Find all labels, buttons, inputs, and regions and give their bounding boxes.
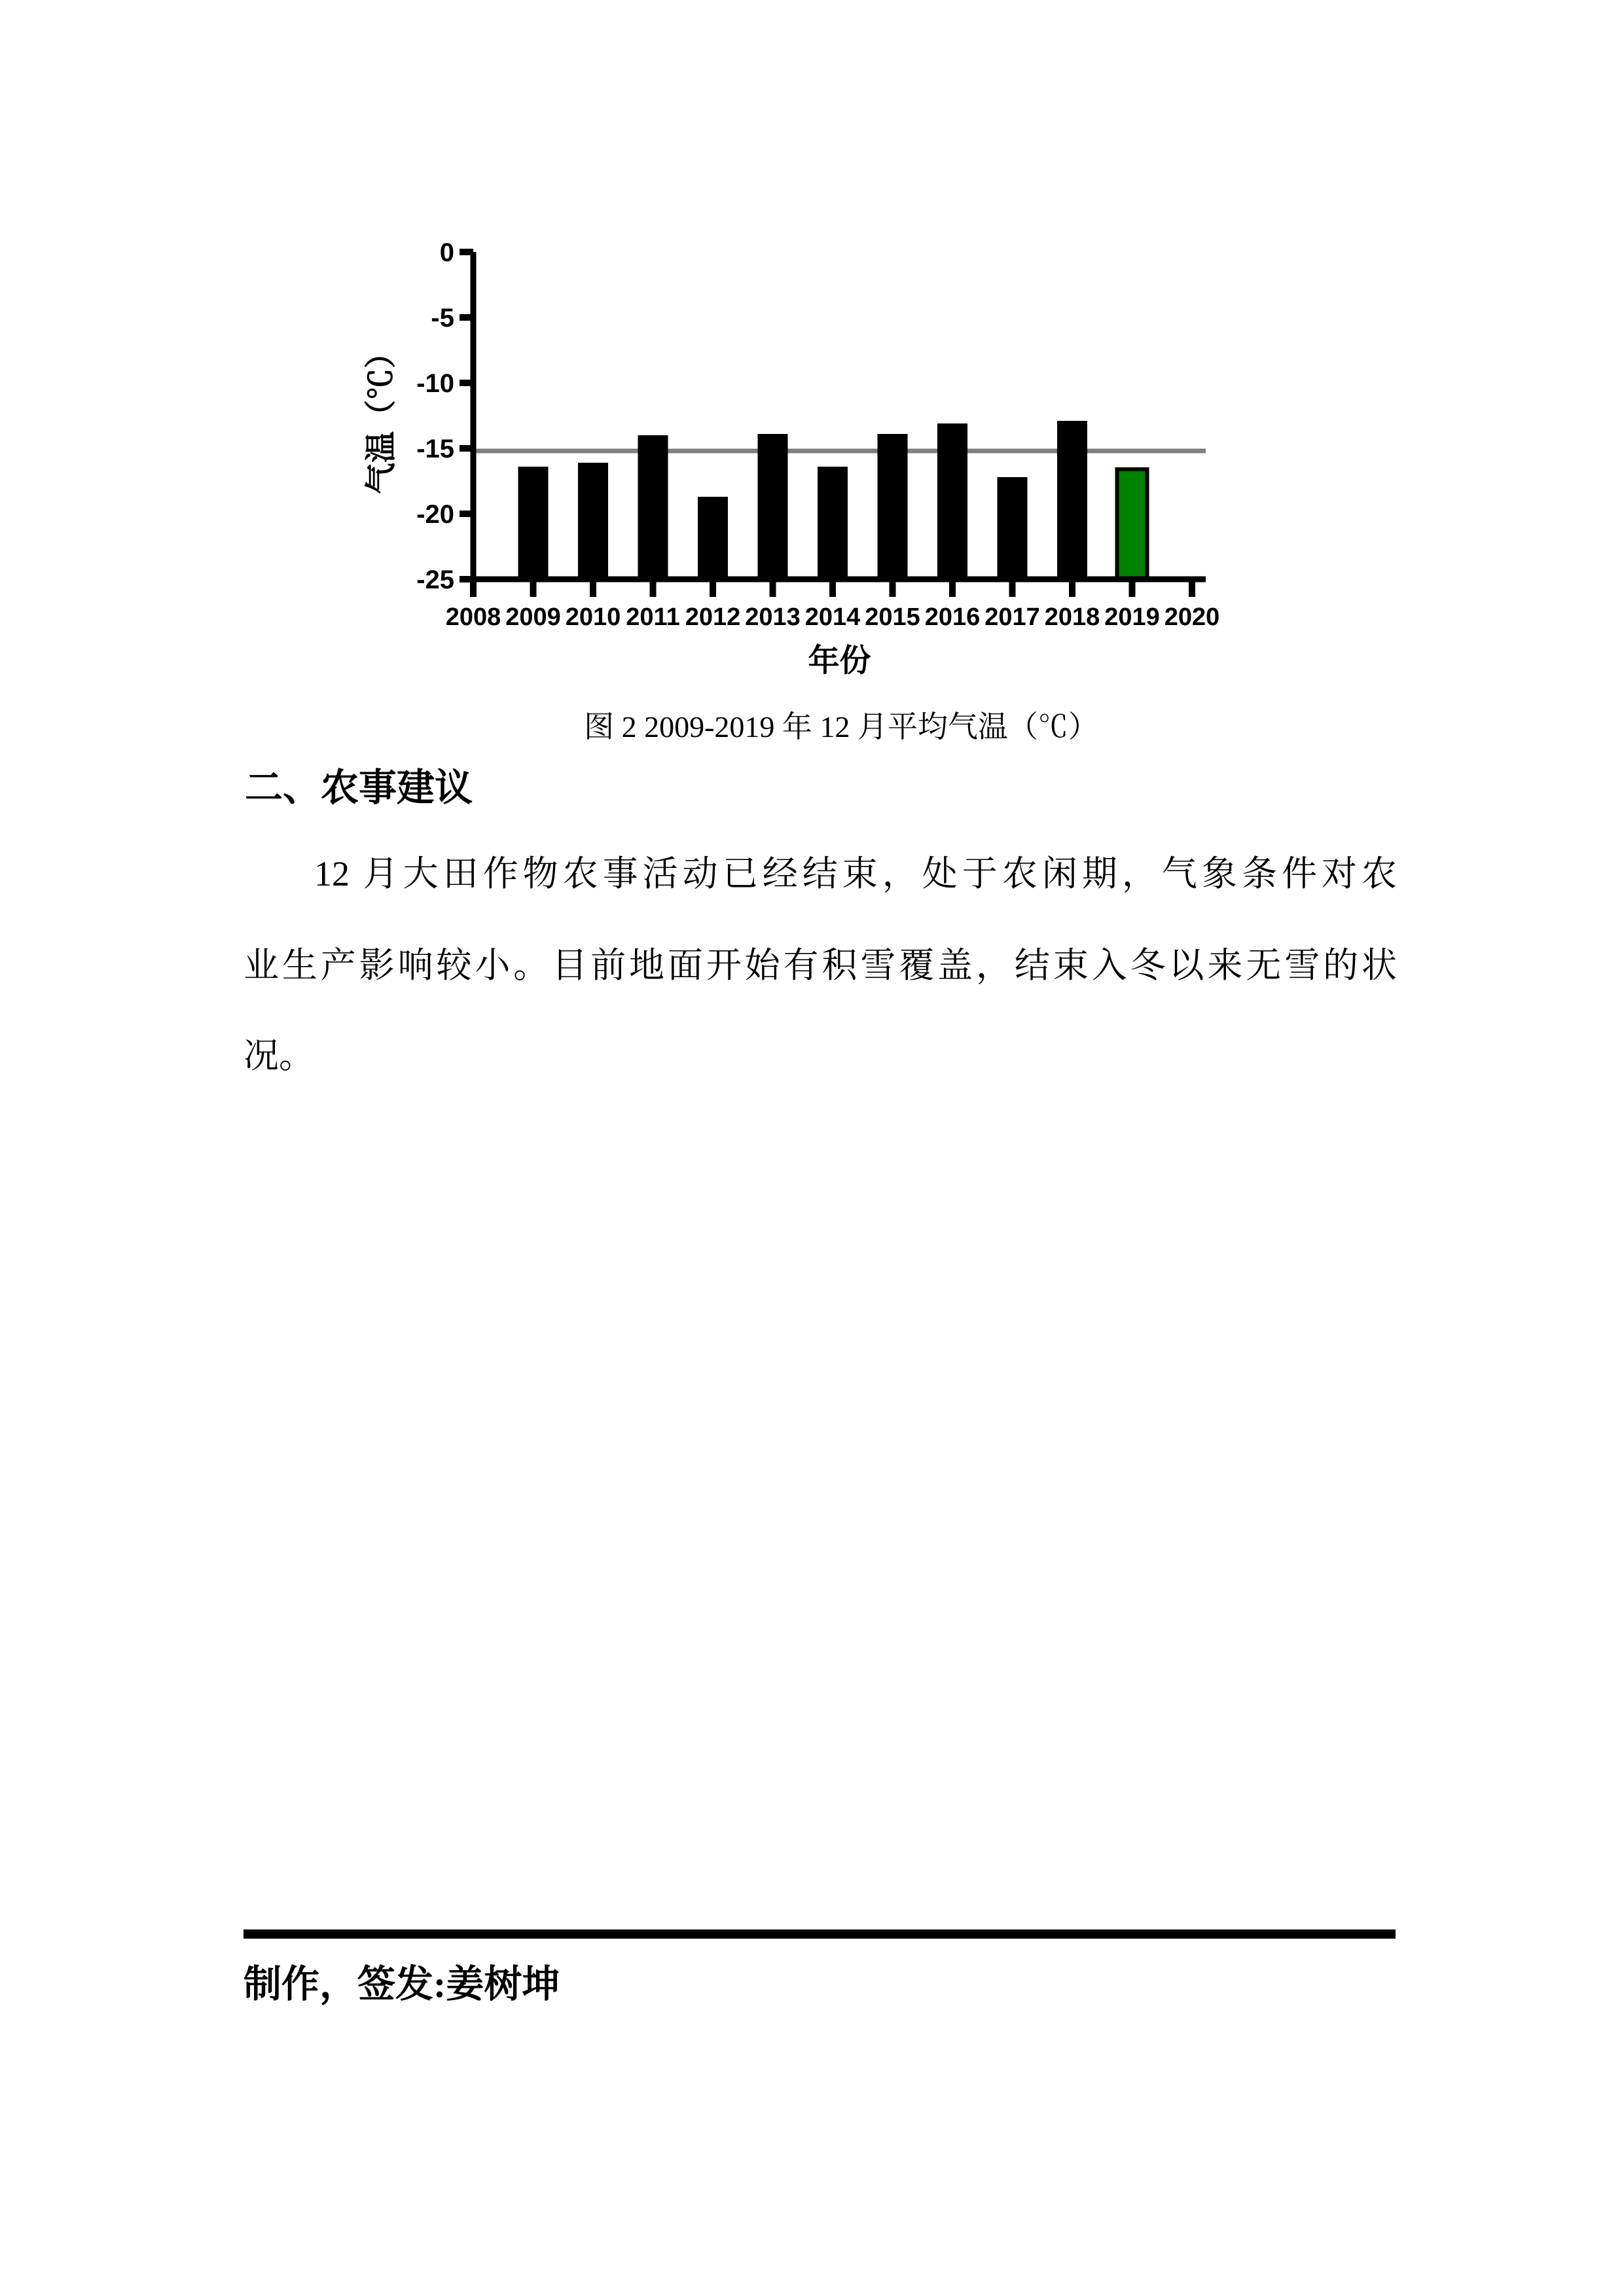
bar-2012 xyxy=(698,497,728,579)
x-tick-label: 2009 xyxy=(505,603,561,631)
bar-2010 xyxy=(578,463,608,579)
bar-2013 xyxy=(758,434,788,579)
x-tick-label: 2010 xyxy=(565,603,621,631)
temperature-bar-chart xyxy=(353,216,1270,713)
x-tick-label: 2016 xyxy=(924,603,981,631)
bar-2018 xyxy=(1057,421,1087,579)
bar-2015 xyxy=(878,434,908,579)
x-tick-label: 2018 xyxy=(1044,603,1100,631)
footer-credits: 制作，签发:姜树坤 xyxy=(244,1963,560,2005)
x-tick-label: 2013 xyxy=(745,603,801,631)
x-tick-label: 2012 xyxy=(685,603,741,631)
bar-2017 xyxy=(998,477,1028,579)
y-tick-label: -10 xyxy=(416,369,454,398)
bar-2014 xyxy=(818,467,848,579)
section-heading: 二、农事建议 xyxy=(245,766,473,809)
paragraph-line: 况。 xyxy=(244,1036,314,1075)
y-tick-label: -15 xyxy=(416,435,454,463)
y-tick-label: -5 xyxy=(431,304,454,332)
x-tick-label: 2019 xyxy=(1104,603,1160,631)
x-tick-label: 2014 xyxy=(804,603,861,631)
bar-2009 xyxy=(518,467,549,579)
bar-2016 xyxy=(937,423,967,579)
paragraph-line: 业生产影响较小。目前地面开始有积雪覆盖，结束入冬以来无雪的状 xyxy=(244,946,1397,985)
y-axis-title: 气温（℃） xyxy=(364,336,399,495)
footer-divider xyxy=(244,1929,1396,1939)
x-axis-title: 年份 xyxy=(808,643,871,678)
x-tick-label: 2017 xyxy=(984,603,1040,631)
bar-2019 xyxy=(1117,469,1147,579)
x-tick-label: 2015 xyxy=(865,603,920,631)
paragraph-line: 12 月大田作物农事活动已经结束，处于农闲期，气象条件对农 xyxy=(314,854,1397,893)
y-tick-label: -20 xyxy=(416,500,454,529)
x-tick-label: 2020 xyxy=(1164,603,1220,631)
figure-caption: 图 2 2009-2019 年 12 月平均气温（℃） xyxy=(584,710,1098,744)
bar-2011 xyxy=(638,435,668,579)
x-tick-label: 2008 xyxy=(445,603,501,631)
y-tick-label: 0 xyxy=(439,238,454,267)
y-tick-label: -25 xyxy=(416,565,454,594)
x-tick-label: 2011 xyxy=(626,603,680,631)
